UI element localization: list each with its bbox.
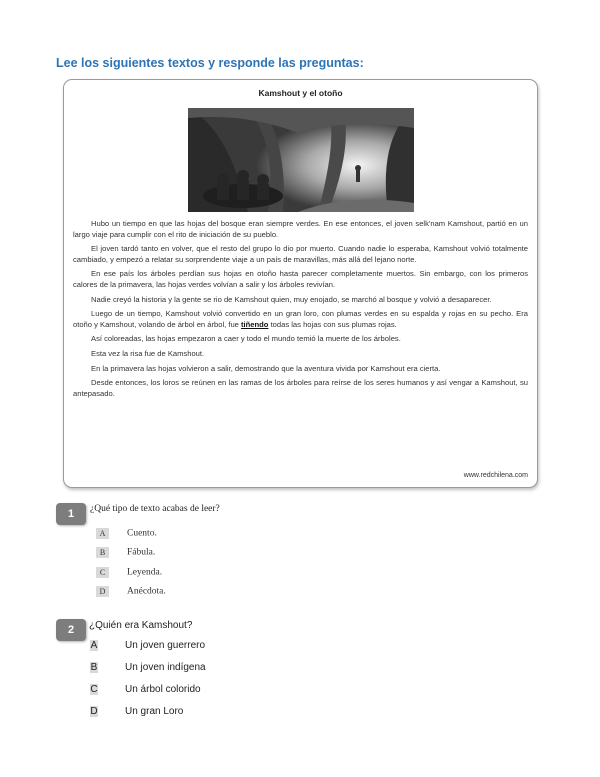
option-text: Anécdota. bbox=[127, 586, 166, 597]
option-letter: D bbox=[90, 706, 98, 717]
answer-option[interactable] bbox=[96, 586, 166, 597]
answer-option[interactable] bbox=[90, 640, 205, 651]
option-letter: A bbox=[90, 640, 98, 651]
paragraph: En la primavera las hojas volvieron a salir, demostrando que la aventura vivida por Kamshout era cierta. bbox=[91, 363, 441, 373]
highlighted-word: tiñendo bbox=[241, 319, 269, 329]
paragraph: Nadie creyó la historia y la gente se rio de Kamshout quien, muy enojado, se marchó al bosque y volvió a desaparecer. bbox=[91, 294, 492, 304]
option-text: Un joven indígena bbox=[125, 662, 206, 673]
option-text: Fábula. bbox=[127, 547, 156, 558]
option-letter: D bbox=[96, 586, 109, 597]
option-text: Un árbol colorido bbox=[125, 684, 201, 695]
question-text: ¿Quién era Kamshout? bbox=[89, 620, 193, 631]
option-letter: C bbox=[90, 684, 98, 695]
answer-option[interactable] bbox=[96, 567, 162, 578]
source-credit: www.redchilena.com bbox=[463, 472, 528, 479]
option-letter: A bbox=[96, 528, 109, 539]
answer-option[interactable] bbox=[90, 662, 206, 673]
option-letter: C bbox=[96, 567, 109, 578]
paragraph: Desde entonces, los loros se reúnen en las ramas de los árboles para reírse de los seres humanos y así vengar a Kamshout, su antepasado. bbox=[73, 378, 528, 398]
option-letter: B bbox=[96, 547, 109, 558]
reading-box bbox=[63, 79, 538, 488]
paragraph: Esta vez la risa fue de Kamshout. bbox=[91, 348, 205, 358]
question-text: ¿Qué tipo de texto acabas de leer? bbox=[90, 504, 220, 514]
option-letter: B bbox=[90, 662, 98, 673]
answer-option[interactable] bbox=[96, 547, 155, 558]
paragraph-part: Luego de un tiempo, Kamshout volvió convertido en un gran loro, con plumas verdes en su espalda y rojas en su pecho. Era otoño y Kamshout, volando de árbol en árbol, fue bbox=[73, 309, 528, 329]
paragraph: El joven tardó tanto en volver, que el resto del grupo lo dio por muerto. Cuando nadie lo esperaba, Kamshout volvió totalmente cambiado, y empezó a relatar su sorprendente viaje a un país de maravillas, más allá del lejano norte. bbox=[73, 244, 528, 264]
option-text: Un gran Loro bbox=[125, 706, 184, 717]
answer-option[interactable] bbox=[90, 706, 183, 717]
paragraph: Así coloreadas, las hojas empezaron a caer y todo el mundo temió la muerte de los árboles. bbox=[91, 334, 401, 344]
paragraph bbox=[73, 309, 528, 330]
page-heading: Lee los siguientes textos y responde las preguntas: bbox=[56, 56, 364, 70]
option-text: Cuento. bbox=[127, 528, 157, 539]
story-title: Kamshout y el otoño bbox=[258, 88, 343, 98]
question-number-badge: 2 bbox=[56, 619, 86, 641]
paragraph-part: todas las hojas con sus plumas rojas. bbox=[268, 319, 397, 329]
paragraph: En ese país los árboles perdían sus hojas en otoño hasta parecer completamente muertos. Sin embargo, con los primeros calores de la primavera, las hojas verdes volvían a salir y los árboles revivían. bbox=[73, 269, 528, 289]
story-text bbox=[73, 219, 528, 403]
option-text: Leyenda. bbox=[127, 567, 163, 578]
question-number-badge: 1 bbox=[56, 503, 86, 525]
option-text: Un joven guerrero bbox=[125, 640, 206, 651]
forest-illustration bbox=[188, 108, 414, 212]
answer-option[interactable] bbox=[90, 684, 201, 695]
paragraph: Hubo un tiempo en que las hojas del bosque eran siempre verdes. En ese entonces, el joven selk'nam Kamshout, partió en un largo viaje para cumplir con el rito de iniciación de su pueblo. bbox=[73, 219, 528, 239]
answer-option[interactable] bbox=[96, 528, 157, 539]
